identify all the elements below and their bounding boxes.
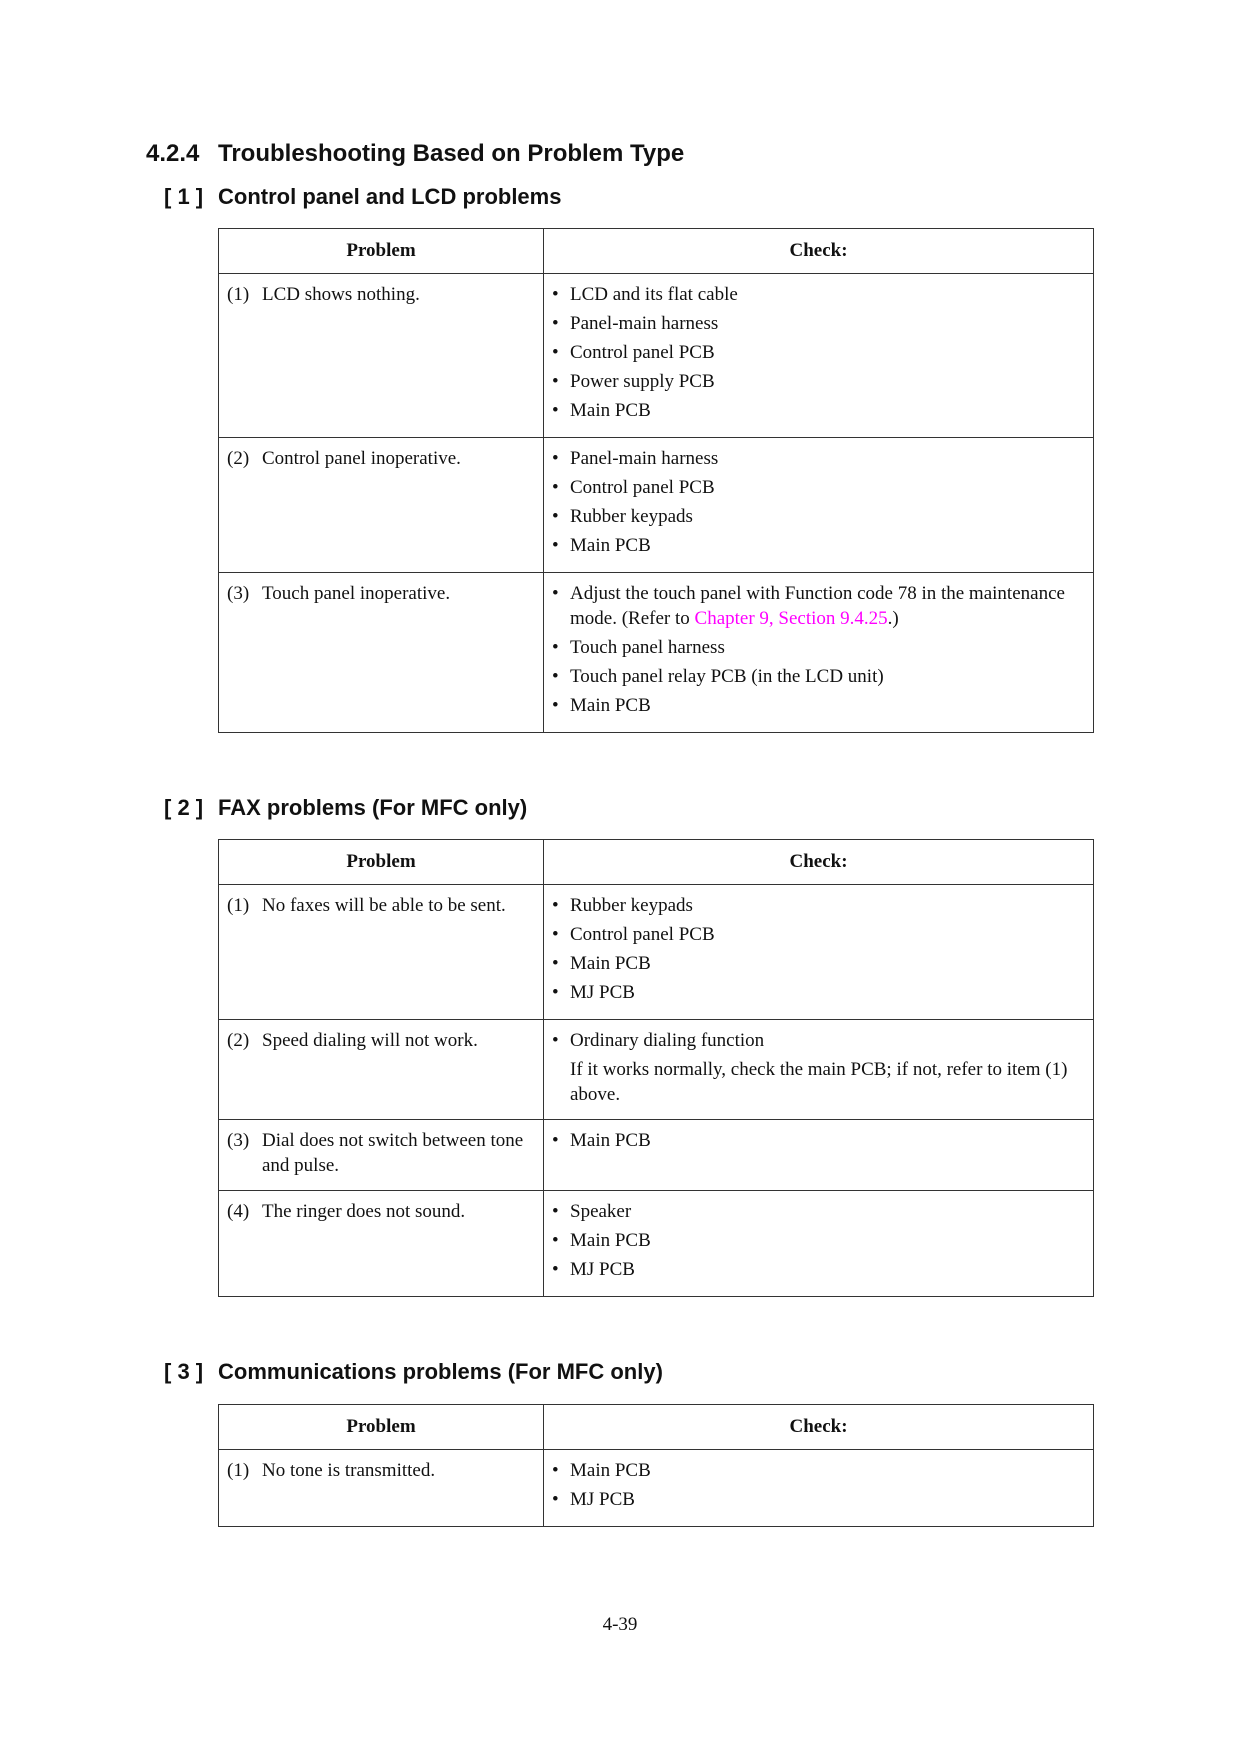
subsection-heading-2	[164, 795, 527, 821]
problem-number: (3)	[227, 583, 250, 604]
col-header-check: Check:	[544, 1405, 1094, 1450]
problem-text: No tone is transmitted.	[262, 1460, 436, 1481]
col-header-problem: Problem	[219, 840, 544, 885]
subsection-number: [ 2 ]	[164, 795, 204, 820]
table-row	[219, 1120, 1094, 1191]
check-item: • MJ PCB	[552, 982, 635, 1003]
table-fax-problems	[218, 839, 1094, 1297]
problem-cell	[219, 573, 544, 733]
chapter-section-link[interactable]: Chapter 9, Section 9.4.25	[694, 608, 888, 629]
check-cell	[544, 274, 1094, 438]
table-header-row	[219, 229, 1094, 274]
check-item: • Main PCB	[552, 1460, 651, 1481]
problem-cell	[219, 1120, 544, 1191]
check-item: • Main PCB	[552, 535, 651, 556]
check-item: • Power supply PCB	[552, 371, 715, 392]
table-communications-problems	[218, 1404, 1094, 1527]
problem-number: (1)	[227, 284, 250, 305]
check-item: • Control panel PCB	[552, 924, 715, 945]
section-heading-title: Troubleshooting Based on Problem Type	[218, 140, 685, 167]
problem-cell	[219, 1191, 544, 1297]
check-item: • Adjust the touch panel with Function code 78 in the maintenance mode. (Refer to Chapter 9, Section 9.4.25.)	[552, 583, 1065, 629]
check-item: • Main PCB	[552, 695, 651, 716]
table-row	[219, 573, 1094, 733]
check-cell	[544, 1191, 1094, 1297]
problem-number: (2)	[227, 1030, 250, 1051]
subsection-title: Communications problems (For MFC only)	[218, 1359, 663, 1384]
problem-cell	[219, 1450, 544, 1527]
table-header-row	[219, 840, 1094, 885]
check-cell	[544, 1020, 1094, 1120]
problem-text: Control panel inoperative.	[262, 448, 461, 469]
problem-text: Dial does not switch between tone and pulse.	[262, 1130, 524, 1176]
problem-text: LCD shows nothing.	[262, 284, 420, 305]
check-item: • Panel-main harness	[552, 448, 719, 469]
check-item: • Main PCB	[552, 400, 651, 421]
subsection-title: Control panel and LCD problems	[218, 184, 562, 209]
check-item: • Rubber keypads	[552, 895, 693, 916]
subsection-number: [ 3 ]	[164, 1359, 204, 1384]
check-item: • Main PCB	[552, 1130, 651, 1151]
check-item: • Speaker	[552, 1201, 632, 1222]
check-item: • Ordinary dialing function	[552, 1030, 765, 1051]
section-heading-number: 4.2.4	[146, 140, 200, 167]
problem-number: (2)	[227, 448, 250, 469]
check-item: • Rubber keypads	[552, 506, 693, 527]
table-row	[219, 1191, 1094, 1297]
check-item: • Control panel PCB	[552, 342, 715, 363]
problem-number: (3)	[227, 1130, 250, 1151]
check-cell	[544, 438, 1094, 573]
col-header-problem: Problem	[219, 1405, 544, 1450]
check-cell	[544, 885, 1094, 1020]
check-item: • MJ PCB	[552, 1489, 635, 1510]
col-header-check: Check:	[544, 840, 1094, 885]
check-item: • Main PCB	[552, 953, 651, 974]
table-row	[219, 1020, 1094, 1120]
check-item: • Main PCB	[552, 1230, 651, 1251]
problem-number: (1)	[227, 1460, 250, 1481]
check-item: • LCD and its flat cable	[552, 284, 738, 305]
problem-cell	[219, 274, 544, 438]
problem-text: Touch panel inoperative.	[262, 583, 451, 604]
problem-cell	[219, 1020, 544, 1120]
subsection-heading-1	[164, 184, 561, 210]
section-heading	[146, 140, 684, 168]
check-item: • MJ PCB	[552, 1259, 635, 1280]
subsection-title: FAX problems (For MFC only)	[218, 795, 528, 820]
problem-text: The ringer does not sound.	[262, 1201, 466, 1222]
check-cell	[544, 1450, 1094, 1527]
check-item: • Touch panel harness	[552, 637, 725, 658]
check-cell	[544, 1120, 1094, 1191]
table-control-panel-lcd	[218, 228, 1094, 733]
subsection-number: [ 1 ]	[164, 184, 204, 209]
problem-text: No faxes will be able to be sent.	[262, 895, 506, 916]
subsection-heading-3	[164, 1359, 663, 1385]
table-row	[219, 274, 1094, 438]
check-item: • Panel-main harness	[552, 313, 719, 334]
table-row	[219, 885, 1094, 1020]
check-item: • Control panel PCB	[552, 477, 715, 498]
table-header-row	[219, 1405, 1094, 1450]
check-cell	[544, 573, 1094, 733]
table-row	[219, 438, 1094, 573]
table-row	[219, 1450, 1094, 1527]
problem-number: (1)	[227, 895, 250, 916]
col-header-check: Check:	[544, 229, 1094, 274]
check-note: If it works normally, check the main PCB; if not, refer to item (1) above.	[570, 1059, 1068, 1105]
problem-text: Speed dialing will not work.	[262, 1030, 478, 1051]
problem-number: (4)	[227, 1201, 250, 1222]
check-item: • Touch panel relay PCB (in the LCD unit)	[552, 666, 884, 687]
page-number: 4-39	[602, 1614, 638, 1635]
problem-cell	[219, 438, 544, 573]
col-header-problem: Problem	[219, 229, 544, 274]
problem-cell	[219, 885, 544, 1020]
